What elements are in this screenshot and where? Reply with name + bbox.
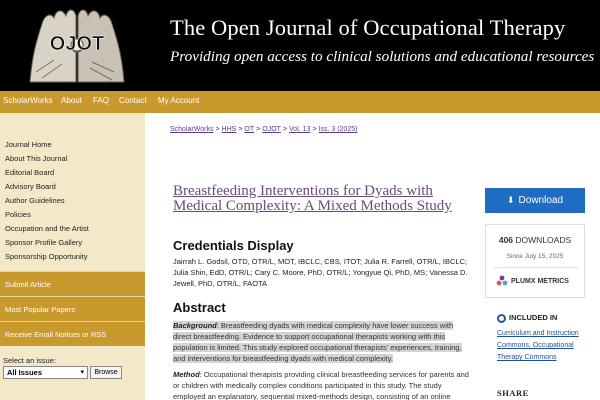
sidebar-link-journal-home[interactable]: Journal Home — [5, 140, 52, 149]
logo-text: OJOT — [49, 33, 105, 55]
sidebar-link-author-guidelines[interactable]: Author Guidelines — [5, 196, 65, 205]
article-title[interactable]: Breastfeeding Interventions for Dyads with Medical Complexity: A Mixed Methods Study — [173, 183, 452, 214]
included-in-heading — [497, 313, 557, 323]
sidebar-link-sponsor-gallery[interactable]: Sponsor Profile Gallery — [5, 238, 83, 247]
authors-list: Jairrah L. Godsil, OTD, OTR/L, MOT, IBCLC, CBS, ITOT; Julia R. Farrell, OTR/L, IBCLC; Julia Shin, EdD, OTR/L; Cary C. Moore, PhD, OTR/L; Yongyue Qi, PhD, MS; Vanessa D. Jewell, PhD, OTR/L, FAOTA — [173, 257, 468, 288]
breadcrumb-ot[interactable]: OT — [244, 126, 255, 133]
issue-select[interactable] — [3, 366, 88, 379]
breadcrumb-hhs[interactable]: HHS — [221, 126, 237, 133]
plumx-metrics-link[interactable] — [496, 275, 569, 287]
sidebar-link-sponsorship[interactable]: Sponsorship Opportunity — [5, 252, 88, 261]
submit-article-label: Submit Article — [5, 280, 51, 289]
popular-papers-label: Most Popular Papers — [5, 305, 76, 314]
abstract-background — [173, 320, 473, 364]
submit-article-button[interactable] — [0, 271, 145, 296]
nav-contact[interactable]: Contact — [119, 96, 147, 105]
divider — [494, 267, 578, 268]
included-label: INCLUDED IN — [509, 313, 558, 322]
plumx-label: PLUMX METRICS — [511, 277, 569, 285]
breadcrumb — [170, 126, 357, 133]
share-heading: SHARE — [497, 388, 529, 398]
credentials-heading: Credentials Display — [173, 238, 294, 253]
email-notices-label: Receive Email Notices or RSS — [5, 330, 107, 339]
included-link-ot-commons[interactable]: Therapy Commons — [497, 354, 557, 361]
issue-select-label: Select an issue: — [3, 356, 56, 365]
download-label: Download — [518, 195, 564, 206]
journal-banner — [0, 0, 600, 91]
included-link-occupational-text: , Occupational — [528, 342, 574, 349]
downloads-count — [486, 235, 584, 245]
downloads-number: 406 — [498, 235, 514, 245]
abstract-heading: Abstract — [173, 300, 226, 315]
chevron-down-icon: ▾ — [80, 369, 84, 376]
abstract-method — [173, 369, 473, 400]
nav-scholarworks[interactable]: ScholarWorks — [3, 96, 53, 105]
plumx-icon — [496, 275, 508, 287]
breadcrumb-separator: > — [282, 126, 288, 133]
sidebar — [0, 113, 145, 400]
sidebar-link-about-journal[interactable]: About This Journal — [5, 154, 68, 163]
nav-about[interactable]: About — [61, 96, 82, 105]
downloads-since: Since July 15, 2025 — [506, 253, 564, 260]
breadcrumb-volume[interactable]: Vol. 13 — [289, 126, 311, 133]
method-label: Method — [173, 370, 200, 379]
browse-button[interactable]: Browse — [90, 366, 122, 379]
method-text: : Occupational therapists providing clinical breastfeeding services for parents and or children with medically complex conditions participated in this study. The study employed an explanatory, sequential mixed-methods design, consisting of an online — [173, 370, 469, 400]
nav-faq[interactable]: FAQ — [93, 96, 110, 105]
breadcrumb-separator: > — [238, 126, 243, 133]
email-notices-button[interactable] — [0, 321, 145, 346]
background-label: Background — [173, 321, 217, 330]
banner-title: The Open Journal of Occupational Therapy — [170, 15, 566, 40]
included-icon — [497, 314, 506, 323]
metrics-box — [485, 224, 585, 298]
breadcrumb-separator: > — [312, 126, 317, 133]
issue-select-value: All Issues — [7, 368, 43, 377]
banner-subtitle: Providing open access to clinical solutions and educational resources — [170, 48, 595, 65]
sidebar-link-advisory-board[interactable]: Advisory Board — [5, 182, 56, 191]
sidebar-link-policies[interactable]: Policies — [5, 210, 31, 219]
top-navbar — [0, 91, 600, 113]
included-link-commons[interactable] — [497, 342, 574, 349]
included-link-commons-text: Commons — [497, 342, 529, 349]
journal-logo[interactable] — [22, 2, 132, 88]
sidebar-link-occupation-artist[interactable]: Occupation and the Artist — [5, 224, 89, 233]
breadcrumb-ojot[interactable]: OJOT — [262, 126, 281, 133]
download-icon: ⬇ — [506, 195, 515, 205]
nav-my-account[interactable]: My Account — [158, 96, 200, 105]
breadcrumb-separator: > — [215, 126, 220, 133]
download-button[interactable] — [485, 188, 585, 213]
breadcrumb-scholarworks[interactable]: ScholarWorks — [170, 126, 214, 133]
popular-papers-button[interactable] — [0, 296, 145, 321]
breadcrumb-issue[interactable]: Iss. 3 (2025) — [318, 126, 358, 133]
background-text: : Breastfeeding dyads with medical complexity have lower success with direct breastfeeding. Evidence to support occupational therapists working with this population is limited. This study explored occupational therapists' experiences, training, and interventions for breastfeeding dyads with medical complexity. — [173, 321, 462, 363]
downloads-label: DOWNLOADS — [515, 235, 572, 245]
sidebar-link-editorial-board[interactable]: Editorial Board — [5, 168, 55, 177]
included-link-curriculum[interactable]: Curriculum and Instruction — [497, 330, 579, 337]
breadcrumb-separator: > — [256, 126, 261, 133]
